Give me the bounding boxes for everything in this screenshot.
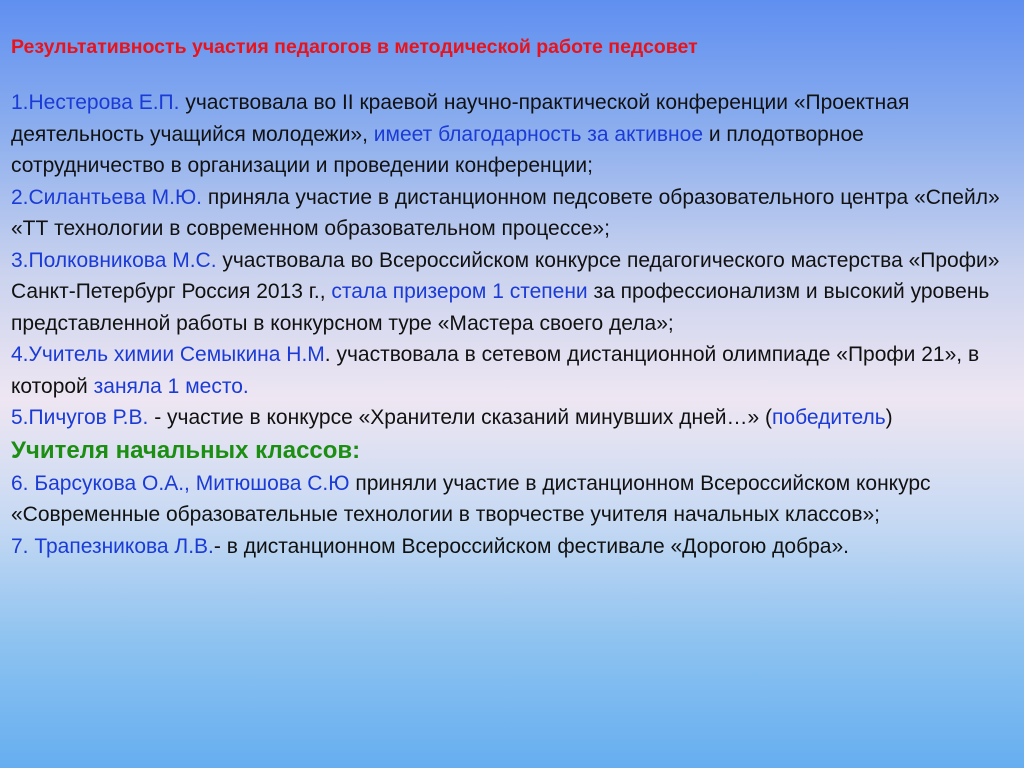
teacher-name: 7. Трапезникова Л.В. [11, 534, 214, 558]
item-text: приняли участие в дистанционном Всероссийском конкурс «Современные образовательные технологии в творчестве учителя начальных классов»; [11, 471, 931, 526]
item-text: приняла участие в дистанционном педсовете образовательного центра «Спейл» «ТТ технологии в современном образовательном процессе»; [11, 185, 1000, 240]
teacher-name: 1.Нестерова Е.П. [11, 91, 180, 114]
item-text: участвовала во II краевой научно-практической конференции «Проектная деятельность учащийся молодежи», [11, 91, 910, 146]
item-highlight: заняла 1 место. [93, 374, 249, 398]
list-item [11, 87, 1016, 182]
teacher-name: 6. Барсукова О.А., Митюшова С.Ю [11, 471, 350, 495]
item-text: и плодотворное сотрудничество в организации и проведении конференции; [11, 122, 864, 177]
item-highlight: стала призером 1 степени [331, 280, 588, 303]
teacher-name: 5.Пичугов Р.В. [11, 406, 149, 429]
item-text: участвовала во Всероссийском конкурсе педагогического мастерства «Профи» Санкт-Петербург Россия 2013 г., [11, 248, 1000, 303]
section-heading: Учителя начальных классов: [11, 436, 361, 464]
list-item [11, 468, 1016, 531]
list-item [11, 339, 1016, 402]
list-item [11, 402, 1016, 434]
item-text: за профессионализм и высокий уровень представленной работы в конкурсном туре «Мастера своего дела»; [11, 280, 990, 335]
item-text: ) [885, 406, 893, 429]
list-item [11, 531, 1016, 563]
teacher-name: 4.Учитель химии Семыкина Н.М [11, 343, 325, 366]
teacher-name: 3.Полковникова М.С. [11, 248, 217, 272]
item-text: - в дистанционном Всероссийском фестивале «Дорогою добра». [213, 534, 849, 558]
item-highlight: имеет благодарность за активное [373, 122, 703, 146]
list-item [11, 245, 1016, 340]
slide-title: Результативность участия педагогов в методической работе педсовет [11, 36, 698, 58]
list-item [11, 182, 1016, 245]
item-highlight: победитель [772, 406, 886, 429]
item-text: . участвовала в сетевом дистанционной олимпиаде «Профи 21», в которой [11, 343, 980, 398]
item-text: - участие в конкурсе «Хранители сказаний минувших дней…» ( [148, 406, 773, 429]
teacher-name: 2.Силантьева М.Ю. [11, 185, 202, 209]
slide-body [11, 87, 1016, 562]
